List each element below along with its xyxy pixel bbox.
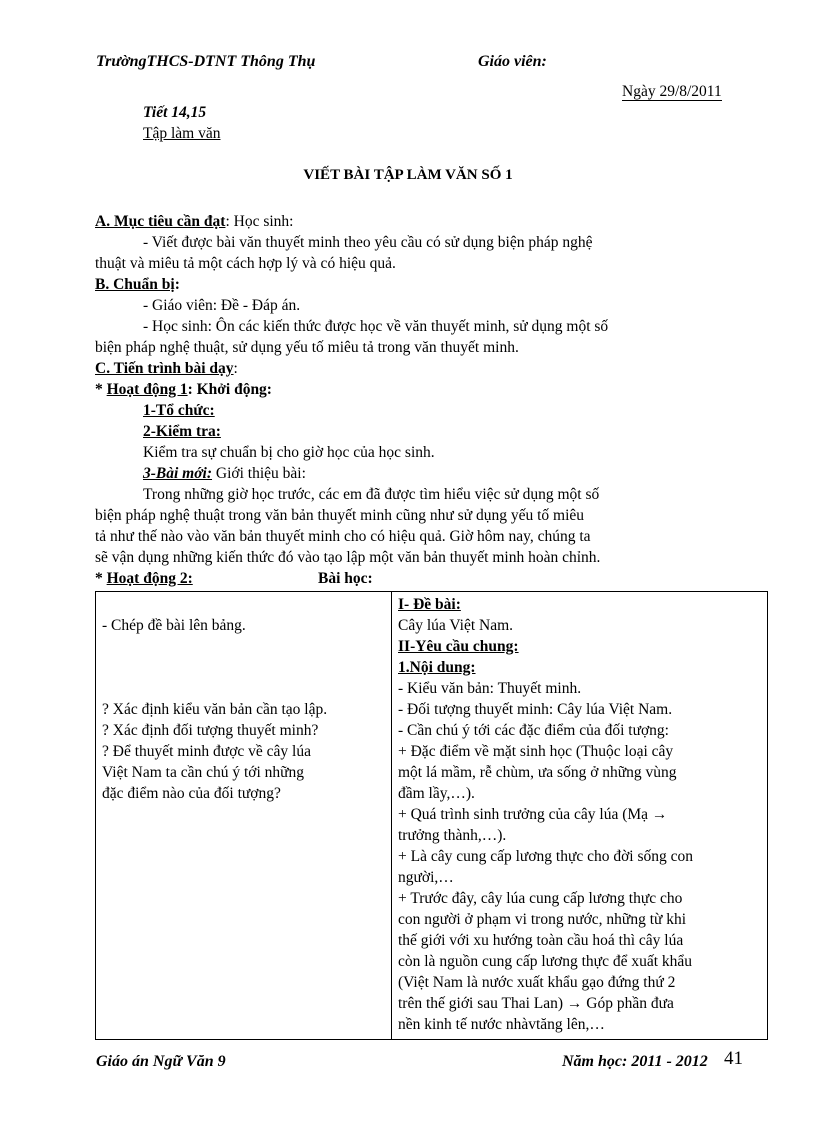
footer-title: Giáo án Ngữ Văn 9 — [96, 1053, 226, 1070]
content-line: - Kiểu văn bản: Thuyết minh. — [398, 680, 582, 697]
section-b-line: - Giáo viên: Đề - Đáp án. — [143, 297, 301, 314]
content-line: + Là cây cung cấp lương thực cho đời sống con — [398, 848, 694, 865]
requirements-heading: II-Yêu cầu chung: — [398, 638, 519, 655]
intro-line: sẽ vận dụng những kiến thức đó vào tạo lập một văn bản thuyết minh hoàn chỉnh. — [95, 549, 601, 566]
section-a-line: - Viết được bài văn thuyết minh theo yêu cầu có sử dụng biện pháp nghệ — [143, 234, 593, 251]
section-b-line: - Học sinh: Ôn các kiến thức được học về văn thuyết minh, sử dụng một số — [143, 318, 609, 335]
period-number: Tiết 14,15 — [143, 104, 207, 121]
topic-heading: I- Đề bài: — [398, 596, 461, 613]
content-line: trưởng thành,…). — [398, 827, 507, 844]
lesson-label: Bài học: — [318, 570, 373, 587]
intro-line: tả như thế nào vào văn bản thuyết minh cho có hiệu quả. Giờ hôm nay, chúng ta — [95, 528, 591, 545]
content-heading: 1.Nội dung: — [398, 659, 476, 676]
content-line: nền kinh tế nước nhàvtăng lên,… — [398, 1016, 605, 1033]
content-line: một lá mầm, rễ chùm, ưa sống ở những vùng — [398, 764, 677, 781]
content-line: còn là nguồn cung cấp lương thực để xuất khẩu — [398, 953, 693, 970]
table-row — [96, 592, 768, 1040]
lesson-table — [95, 591, 768, 1040]
teacher-label: Giáo viên: — [478, 53, 547, 70]
content-line: con người ở phạm vi trong nước, những từ khi — [398, 911, 687, 928]
topic-text: Cây lúa Việt Nam. — [398, 617, 514, 634]
activity-2-heading: * Hoạt động 2: — [95, 570, 193, 587]
intro-line: Trong những giờ học trước, các em đã được tìm hiểu việc sử dụng một số — [143, 486, 600, 503]
content-line: - Đối tượng thuyết minh: Cây lúa Việt Nam. — [398, 701, 673, 718]
question-line: ? Để thuyết minh được về cây lúa — [102, 743, 311, 760]
check-text: Kiểm tra sự chuẩn bị cho giờ học của học sinh. — [143, 444, 435, 461]
content-line: đầm lầy,…). — [398, 785, 475, 802]
section-a-line: thuật và miêu tả một cách hợp lý và có hiệu quả. — [95, 255, 396, 272]
content-line: (Việt Nam là nước xuất khẩu gạo đứng thứ 2 — [398, 974, 676, 991]
page-title: VIẾT BÀI TẬP LÀM VĂN SỐ 1 — [303, 167, 513, 183]
copy-topic-instruction: - Chép đề bài lên bảng. — [102, 617, 246, 634]
section-a-heading: A. Mục tiêu cần đạt: Học sinh: — [95, 213, 294, 230]
section-b-heading: B. Chuẩn bị: — [95, 276, 180, 293]
question-line: đặc điểm nào của đối tượng? — [102, 785, 281, 802]
step-organize: 1-Tổ chức: — [143, 402, 215, 419]
question-line: ? Xác định kiểu văn bản cần tạo lập. — [102, 701, 328, 718]
subject-name: Tập làm văn — [143, 125, 221, 142]
content-line: người,… — [398, 869, 454, 886]
teacher-activity-cell — [96, 592, 392, 1040]
activity-1-heading: * Hoạt động 1: Khởi động: — [95, 381, 272, 398]
content-line: + Quá trình sinh trưởng của cây lúa (Mạ → — [398, 806, 668, 823]
section-b-line: biện pháp nghệ thuật, sử dụng yếu tố miêu tả trong văn thuyết minh. — [95, 339, 519, 356]
content-line: thế giới với xu hướng toàn cầu hoá thì cây lúa — [398, 932, 684, 949]
content-cell — [392, 592, 768, 1040]
footer-school-year: Năm học: 2011 - 2012 — [562, 1053, 708, 1070]
section-c-heading: C. Tiến trình bài dạy: — [95, 360, 238, 377]
page-number: 41 — [724, 1048, 743, 1069]
step-new-lesson: 3-Bài mới: Giới thiệu bài: — [143, 465, 306, 482]
school-name: TrườngTHCS-DTNT Thông Thụ — [96, 53, 316, 70]
step-check: 2-Kiểm tra: — [143, 423, 221, 440]
content-line: + Trước đây, cây lúa cung cấp lương thực cho — [398, 890, 683, 907]
intro-line: biện pháp nghệ thuật trong văn bản thuyết minh cũng như sử dụng yếu tố miêu — [95, 507, 585, 524]
content-line: - Cần chú ý tới các đặc điểm của đối tượng: — [398, 722, 669, 739]
question-line: Việt Nam ta cần chú ý tới những — [102, 764, 305, 781]
content-line: + Đặc điểm về mặt sinh học (Thuộc loại cây — [398, 743, 674, 760]
content-line: trên thế giới sau Thai Lan) → Góp phần đưa — [398, 995, 674, 1012]
lesson-date: Ngày 29/8/2011 — [622, 83, 722, 100]
question-line: ? Xác định đối tượng thuyết minh? — [102, 722, 319, 739]
